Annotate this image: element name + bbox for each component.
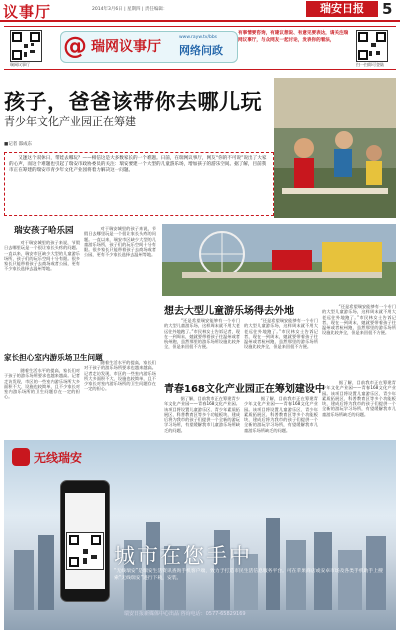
forum-banner — [4, 26, 396, 70]
forum-url: www.rayw.tv/bbs — [179, 35, 218, 40]
banner-slogan: 有事情要咨询，有建议想说、有意见要表达，请关注瑞网议事厅，与众网友一起讨论，发表你的看法， — [238, 31, 349, 43]
section-heading: 想去大型儿童游乐场得去外地 — [164, 306, 294, 317]
section-text: 对于瑞安城里的孩子来说，节假日去哪里玩是一个很让家长头疼的问题。一直以来，瑞安市区缺少大型的儿童游乐场所，孩子们的玩乐空间十分有限。很多家长只能带着孩子去商场或者公园，更有不少家长选择去温州等地。 — [84, 226, 156, 258]
section-heading: 家长担心室内游乐场卫生问题 — [4, 353, 103, 362]
brand-logo-icon — [12, 448, 30, 466]
article-subtitle: 青少年文化产业园正在筹建 — [4, 115, 136, 128]
kids-playing-photo — [274, 78, 396, 218]
section-text: 随着生活水平的提高，家长们对于孩子的游乐场所要求也越来越高。记者走访发现，市区的一些室内游乐场所大多面积不大、设施也较简单，且不少家长对室内游乐场所的卫生问题存在一定的担心。 — [4, 368, 80, 400]
section-text: 对于瑞安城里的孩子来说，节假日去哪里玩是一个很让家长头疼的问题。一直以来，瑞安市区缺少大型的儿童游乐场所，孩子们的玩乐空间十分有限。很多家长只能带着孩子去商场或者公园，更有不少家长选择去温州等地。 — [4, 240, 80, 272]
qr-left-caption: 瑞网议事厅 — [10, 62, 30, 67]
ad-footer: 瑞安日报新媒体中心出品 咨询电话：0577-65829169 — [124, 611, 246, 617]
section-text: “还是希望瑞安能够有一个专门的大型儿童游乐场，这样周末就不用大老远往外地跑了。”市民林女士告诉记者，现在一到周末，她就要带着孩子往温州或者杭州跑，虽然那里的游乐场所设施比较齐全，但是来回很不方便。 — [164, 318, 240, 350]
app-advertisement — [4, 440, 396, 630]
forum-logo — [60, 31, 238, 63]
qr-code-icon — [356, 30, 388, 62]
ad-description: “无线瑞安”是瑞安生活资讯查询手机客户端，致力于打造市民生活信息服务平台。可在苹果商店或安卓市场及各类手机助手上搜索“无线瑞安”进行下载，安装。 — [114, 569, 383, 582]
byline: ■记者 邵成东 — [4, 142, 33, 147]
section-text: 据了解，目前我市正在筹建青少年文化产业园——青春168文化产业园。该项目将设置儿童游乐区、青少年素质拓展区、科普教育区等多个功能板块，建成后将为我市的孩子们提供一个全新的游玩学习场所，有望缓解我市儿童游乐场所缺乏的问题。 — [322, 380, 396, 417]
at-icon: @ — [63, 32, 87, 60]
article-title: 孩子，爸爸该带你去哪儿玩 — [4, 90, 262, 114]
section-title: 议事厅 — [3, 3, 52, 21]
issue-meta: 2014年3月6日 | 星期四 | 责任编辑： — [92, 7, 168, 12]
section-text: 据了解，目前我市正在筹建青少年文化产业园——青春168文化产业园。该项目将设置儿童游乐区、青少年素质拓展区、科普教育区等多个功能板块，建成后将为我市的孩子们提供一个全新的游玩学习场所，有望缓解我市儿童游乐场所缺乏的问题。 — [244, 396, 318, 433]
page-header — [0, 0, 400, 22]
ad-brand: 无线瑞安 — [34, 451, 83, 465]
qr-code-icon — [10, 30, 42, 62]
ad-headline: 城市在您手中 — [114, 544, 252, 568]
lead-paragraph: 又逢这个双休日，带娃去哪玩？——相信这是大多数家长的一个难题。日前，在瑞网议事厅，网友“你的不可说”说出了大家的心声，而这个难题也引起了瑞安市政协委员的关注：瑞安要建一个大型的儿童游乐场，增加孩子的游乐空间。据了解，目前我市正在筹建的瑞安市青少年文化产业园将着力解决这一问题。 — [4, 152, 274, 216]
section-heading: 青春168文化产业园正在筹划建设中 — [164, 384, 325, 395]
amusement-park-photo — [162, 224, 396, 296]
page-number: 5 — [382, 0, 393, 18]
forum-tagline: 网络问政 — [179, 44, 223, 57]
section-heading: 瑞安孩子哈乐园 — [14, 226, 74, 236]
forum-name: 瑞网议事厅 — [91, 39, 161, 55]
section-text: 随着生活水平的提高，家长们对于孩子的游乐场所要求也越来越高。记者走访发现，市区的一些室内游乐场所大多面积不大、设施也较简单，且不少家长对室内游乐场所的卫生问题存在一定的担心。 — [84, 360, 156, 392]
qr-code-icon — [66, 532, 104, 570]
section-text: “还是希望瑞安能够有一个专门的大型儿童游乐场，这样周末就不用大老远往外地跑了。”市民林女士告诉记者，现在一到周末，她就要带着孩子往温州或者杭州跑，虽然那里的游乐场所设施比较齐全，但是来回很不方便。 — [244, 318, 318, 350]
section-text: 据了解，目前我市正在筹建青少年文化产业园——青春168文化产业园。该项目将设置儿童游乐区、青少年素质拓展区、科普教育区等多个功能板块，建成后将为我市的孩子们提供一个全新的游玩学习场所，有望缓解我市儿童游乐场所缺乏的问题。 — [164, 396, 240, 433]
qr-right-caption: 扫一扫即可登陆 — [356, 62, 384, 67]
paper-logo: 瑞安日报 — [306, 1, 378, 17]
section-text: “还是希望瑞安能够有一个专门的大型儿童游乐场，这样周末就不用大老远往外地跑了。”市民林女士告诉记者，现在一到周末，她就要带着孩子往温州或者杭州跑，虽然那里的游乐场所设施比较齐全，但是来回很不方便。 — [322, 304, 396, 336]
